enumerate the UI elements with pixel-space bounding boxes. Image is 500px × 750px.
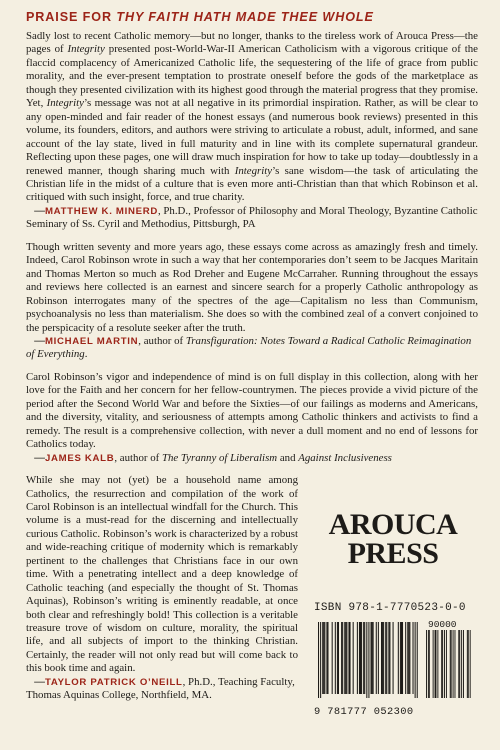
barcode-bar: [364, 622, 365, 694]
barcode-bar: [398, 622, 399, 694]
journal-title: Integrity: [234, 164, 273, 177]
price-addon-bar: [435, 630, 436, 698]
barcode-bar: [382, 622, 383, 694]
barcode-bar: [417, 622, 418, 698]
barcode-bar: [335, 622, 336, 694]
barcode-bar: [376, 622, 377, 694]
reviewer-name: JAMES KALB: [44, 452, 115, 464]
barcode-bar: [389, 622, 390, 694]
reviewer-affiliation: , author of: [114, 451, 162, 464]
price-addon-bar: [459, 630, 460, 698]
barcode-bar: [415, 622, 416, 698]
review-text-part: presented post-World-War-II American Catholicism with a vigorous critique of the flaccid complacency of Americanized Catholic life, the sequestering of the life of grace from public morality, and the ever-present temptation to prostrate oneself before the gods of the marketplace as though they presented civilization with its highest good through the material progress that they promise. Yet,: [26, 43, 478, 110]
barcode-bar: [332, 622, 333, 694]
barcode-bar: [353, 622, 354, 694]
barcode-graphic: [314, 616, 476, 700]
barcode-bar: [373, 622, 374, 694]
journal-title: Integrity: [67, 43, 105, 56]
heading-prefix: PRAISE FOR: [26, 10, 117, 24]
dash: —: [34, 675, 45, 688]
book-title: The Tyranny of Liberalism: [161, 451, 278, 464]
barcode-bar: [357, 622, 358, 694]
reviewer-attribution: [26, 452, 478, 465]
reviewer-attribution: [26, 335, 478, 362]
price-addon-bar: [433, 630, 434, 698]
dash: —: [34, 451, 45, 464]
barcode-bar: [348, 622, 349, 694]
barcode-bar: [323, 622, 324, 694]
barcode-bar: [342, 622, 343, 694]
barcode-bar: [341, 622, 342, 694]
barcode-bar: [337, 622, 338, 694]
barcode-bar: [344, 622, 345, 694]
price-code: 90000: [428, 619, 457, 631]
barcode-bar: [405, 622, 406, 694]
review-text: Though written seventy and more years ago, these essays come across as amazingly fresh and timely. Indeed, Carol Robinson wrote in such a way that her contemporaries don’t seem to be Jacques Maritain and Thomas Merton so much as Rod Dreher and Eugene McCarraher. Running throughout the essays and reviews here collected is an earnest and sincere search for a properly Catholic anthropology as Robinson interrogates many of the spectres of the age—Capitalism no less than Communism, psychoanalysis no less than materialism. She does so with the combined zeal of a convert conjoined to the perspicacity of a resolute seeker after the truth.: [26, 240, 478, 334]
price-addon-bar: [442, 630, 443, 698]
price-addon-bar: [461, 630, 462, 698]
barcode-bar: [346, 622, 347, 694]
barcode-bar: [383, 622, 384, 694]
book-title: Transfiguration: Notes Toward a Radical Catholic Reimagination of Everything: [26, 334, 472, 361]
publisher-name-line1: AROUCA: [328, 508, 458, 542]
barcode-bar: [413, 622, 414, 694]
barcode-bar: [363, 622, 364, 694]
publisher-and-barcode: [304, 504, 480, 719]
review-martin: [26, 241, 478, 362]
barcode-bar: [378, 622, 379, 694]
barcode-bar: [386, 622, 387, 694]
praise-heading: [26, 10, 478, 24]
barcode-bar: [326, 622, 327, 694]
isbn: ISBN 978-1-7770523-0-0: [314, 602, 466, 615]
price-addon-bar: [470, 630, 471, 698]
price-addon-bar: [455, 630, 456, 698]
barcode-block: [314, 602, 476, 719]
barcode-bar: [350, 622, 351, 694]
reviewer-name: MICHAEL MARTIN: [44, 335, 139, 347]
price-addon-bar: [450, 630, 451, 698]
price-addon-bar: [468, 630, 469, 698]
review-minerd: [26, 30, 478, 232]
price-addon-bar: [467, 630, 468, 698]
barcode-bar: [360, 622, 361, 694]
price-addon-bar: [441, 630, 442, 698]
barcode-bar: [327, 622, 328, 694]
barcode-bar: [401, 622, 402, 694]
barcode-bar: [318, 622, 319, 698]
review-text-part: Sadly lost to recent Catholic memory—but no longer, thanks to the tireless work of Arouca Press—the pages of: [26, 30, 478, 56]
price-addon-bar: [437, 630, 438, 698]
barcode-bar: [407, 622, 408, 694]
back-cover: [26, 10, 478, 719]
review-kalb: [26, 371, 478, 465]
barcode-bar: [320, 622, 321, 698]
barcode-bar: [402, 622, 403, 694]
barcode-bar: [368, 622, 369, 698]
reviewer-affiliation: , Ph.D., Professor of Philosophy and Moral Theology, Byzantine Catholic Seminary of Ss. Cyril and Methodius, Pittsburgh, PA: [26, 204, 478, 231]
barcode-number: 9 781777 052300: [314, 706, 414, 719]
price-addon-bar: [463, 630, 464, 698]
reviewer-affiliation: , Ph.D., Teaching Faculty, Thomas Aquinas College, Northfield, MA.: [26, 675, 295, 702]
review-text-part: ’s sane wisdom—the task of articulating the Christian life in the midst of a culture that is even more anti-Christian than that which Robinson et al. critiqued with such insight, force, and true charity.: [26, 164, 478, 204]
barcode-bar: [400, 622, 401, 694]
barcode-bar: [322, 622, 323, 694]
price-addon-bar: [446, 630, 447, 698]
dash: —: [34, 334, 45, 347]
barcode-bar: [338, 622, 339, 694]
price-addon-bar: [428, 630, 429, 698]
barcode-bar: [381, 622, 382, 694]
barcode-bar: [359, 622, 360, 694]
barcode-bar: [385, 622, 386, 694]
review-text: Carol Robinson’s vigor and independence of mind is on full display in this collection, along with her love for the Faith and her concern for her fellow-countrymen. The pieces provide a vivid picture of the period after the Second World War and before the Sixties—of our failings as moderns and Americans, and the diversity, vitality, and seriousness of attempts among Catholic thinkers and activists to find a remedy. The result is a comprehensive collection, with never a dull moment and no end of lessons for Catholics today.: [26, 370, 478, 451]
book-title: Against Inclusiveness: [298, 451, 392, 464]
dash: —: [34, 204, 45, 217]
conjunction: and: [277, 451, 299, 464]
barcode-bar: [388, 622, 389, 694]
price-addon-bar: [436, 630, 437, 698]
barcode-bar: [371, 622, 372, 694]
reviewer-attribution: [26, 205, 478, 232]
price-addon-bar: [453, 630, 454, 698]
barcode-bar: [409, 622, 410, 694]
price-addon-bar: [444, 630, 445, 698]
price-addon-bar: [426, 630, 427, 698]
reviewer-name: MATTHEW K. MINERD: [44, 205, 158, 217]
review-text: [26, 30, 478, 205]
barcode-bar: [366, 622, 367, 698]
punctuation: .: [84, 348, 88, 361]
barcode-bar: [393, 622, 394, 694]
price-addon-bar: [429, 630, 430, 698]
barcode-bar: [408, 622, 409, 694]
journal-title: Integrity: [46, 97, 84, 110]
barcode-bar: [324, 622, 325, 694]
barcode-bar: [345, 622, 346, 694]
reviewer-affiliation: , author of: [138, 334, 186, 347]
heading-book-title: THY FAITH HATH MADE THEE WHOLE: [116, 10, 374, 24]
barcode-bar: [361, 622, 362, 694]
review-text: While she may not (yet) be a household name among Catholics, the resurrection and compilation of the work of Carol Robinson is an intellectual windfall for the Church. This volume is a must-read for the discerning and intellectually curious Catholic. Robinson’s work is characterized by a robust and wide-reaching critique of modernity which is remarkably pertinent to the challenges that Christians face in our own time. With a penetrating intellect and a deep knowledge of Catholic teaching (and especially the thought of St. Thomas Aquinas), Robinson’s writing is eminently readable, at once both clear and refreshingly bold! This collection is a veritable treasure trove of wisdom on culture, morality, the spiritual life, and all subjects of import to the thinking Christian. Certainly, the reader will not only read but will come back to this book time and again.: [26, 474, 298, 675]
review-text-part: ’s message was not at all negative in its primordial inspiration. Rather, as will be clear to any open-minded and fair reader of the honest essays (and numerous book reviews) presented in this volume, its founders, editors, and authors were striving to articulate a robust, adult, informed, and sane account of the lay state, lived in full maturity and in line with its complete supernatural grandeur. Reflecting upon these pages, one will draw much inspiration for how to take up today—doubtlessly in a renewed manner, though sharing much with: [26, 97, 478, 177]
barcode-bar: [372, 622, 373, 694]
reviewer-name: TAYLOR PATRICK O’NEILL: [44, 676, 183, 688]
price-addon-bar: [451, 630, 452, 698]
review-oneill: [26, 474, 478, 719]
barcode: [314, 616, 476, 719]
publisher-name-line2: PRESS: [347, 537, 439, 571]
publisher-logo: [326, 508, 460, 571]
price-addon-bar: [458, 630, 459, 698]
